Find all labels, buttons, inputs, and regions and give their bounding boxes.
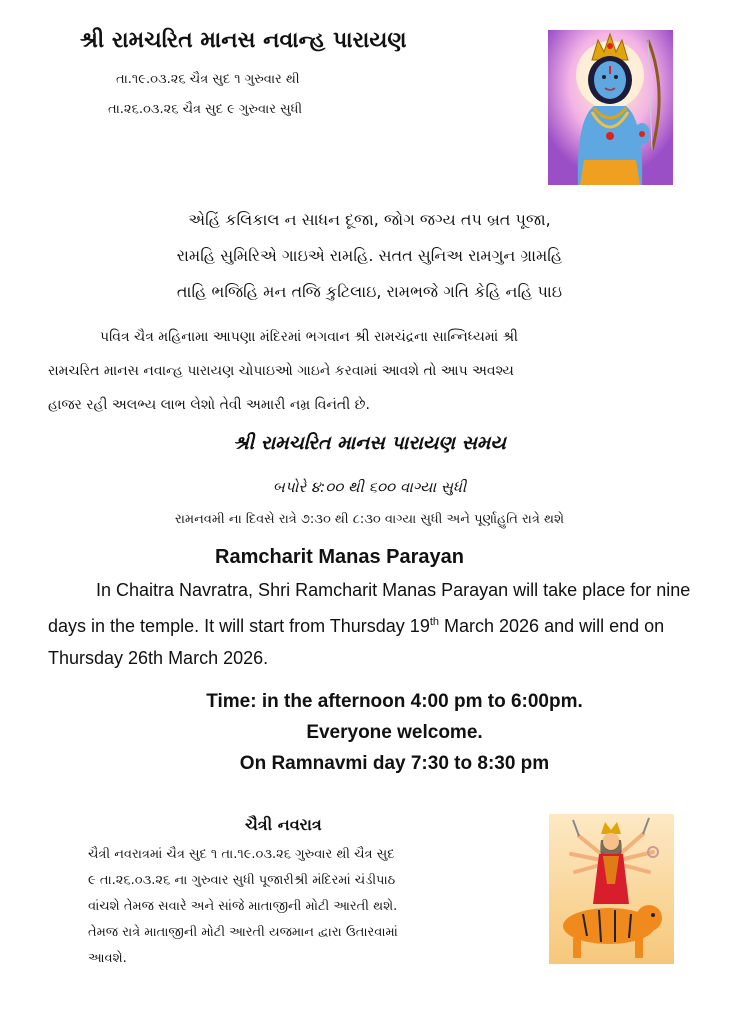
durga-on-tiger-image (549, 814, 674, 964)
end-date: તા.૨૬.૦૩.૨૬ ચૈત્ર સુદ ૯ ગુરુવાર સુધી (108, 102, 303, 117)
english-ramnavmi-line: On Ramnavmi day 7:30 to 8:30 pm (239, 753, 550, 774)
english-title: Ramcharit Manas Parayan (215, 546, 465, 568)
invitation-line-1: પવિત્ર ચૈત્ર મહિનામા આપણા મંદિરમાં ભગવાન શ્રી રામચંદ્રના સાન્નિધ્યમાં શ્રી (100, 329, 518, 345)
english-time-line: Time: in the afternoon 4:00 pm to 6:00pm. (206, 691, 583, 712)
doha-line-3: તાહિ ભજિહિ મન તજિ કુટિલાઇ, રામભજે ગતિ કેહિ નહિ પાઇ (176, 282, 563, 301)
navratra-line-1: ચૈત્રી નવરાત્રમાં ચૈત્ર સુદ ૧ તા.૧૯.૦૩.૨૬ ગુરુવાર થી ચૈત્ર સુદ (88, 847, 395, 862)
english-time-block (0, 686, 739, 779)
doha-line-2: રામહિ સુમિરિએ ગાઇએ રામહિ. સતત સુનિઅ રામગુન ગ્રામહિ (176, 246, 563, 265)
invitation-line-2: રામચરિત માનસ નવાન્હ પારાયણ ચોપાઇઓ ગાઇને કરવામાં આવશે તો આપ અવશ્ય (48, 363, 514, 379)
parayan-time: બપોરે ૪:૦૦ થી ૬૦૦ વાગ્યા સુધી (272, 478, 467, 496)
invitation-paragraph (48, 320, 708, 422)
english-para-part2: March 2026 and will end on Thursday 26th March 2026. (48, 616, 665, 668)
ordinal-suffix: th (429, 616, 440, 628)
welcome-line: Everyone welcome. (306, 722, 483, 743)
navratra-line-5: આવશે. (88, 951, 127, 966)
lord-ram-image (548, 30, 673, 185)
navratra-heading: ચૈત્રી નવરાત્ર (245, 815, 322, 834)
parayan-time-heading: શ્રી રામચરિત માનસ પારાયણ સમય (233, 432, 506, 454)
page-title: શ્રી રામચરિત માનસ નવાન્હ પારાયણ (80, 28, 407, 53)
doha-line-1: એહિં કલિકાલ ન સાધન દૂજા, જોગ જગ્ય તપ બ્રત પૂજા, (188, 210, 551, 229)
navratra-line-2: ૯ તા.૨૬.૦૩.૨૬ ના ગુરુવાર સુધી પૂજારીશ્રી મંદિરમાં ચંડીપાઠ (88, 873, 396, 888)
english-paragraph (48, 574, 698, 674)
ramnavmi-time-guj: રામનવમી ના દિવસે રાત્રે ૭:૩૦ થી ૮:૩૦ વાગ્યા સુધી અને પૂર્ણાહુતિ રાત્રે થશે (174, 512, 564, 527)
start-date: તા.૧૯.૦૩.૨૬ ચૈત્ર સુદ ૧ ગુરુવાર થી (116, 72, 300, 87)
navratra-paragraph (88, 842, 548, 972)
navratra-line-3: વાંચશે તેમજ સવારે અને સાંજે માતાજીની મોટી આરતી થશે. (88, 899, 398, 914)
invitation-line-3: હાજર રહી અલભ્ય લાભ લેશો તેવી અમારી નમ્ર વિનંતી છે. (48, 397, 370, 413)
navratra-line-4: તેમજ રાત્રે માતાજીની મોટી આરતી યજમાન દ્વારા ઉતારવામાં (88, 925, 398, 940)
english-para-part1: In Chaitra Navratra, Shri Ramcharit Manas Parayan will take place for nine days in the temple. It will start from Thursday 19 (48, 580, 691, 636)
